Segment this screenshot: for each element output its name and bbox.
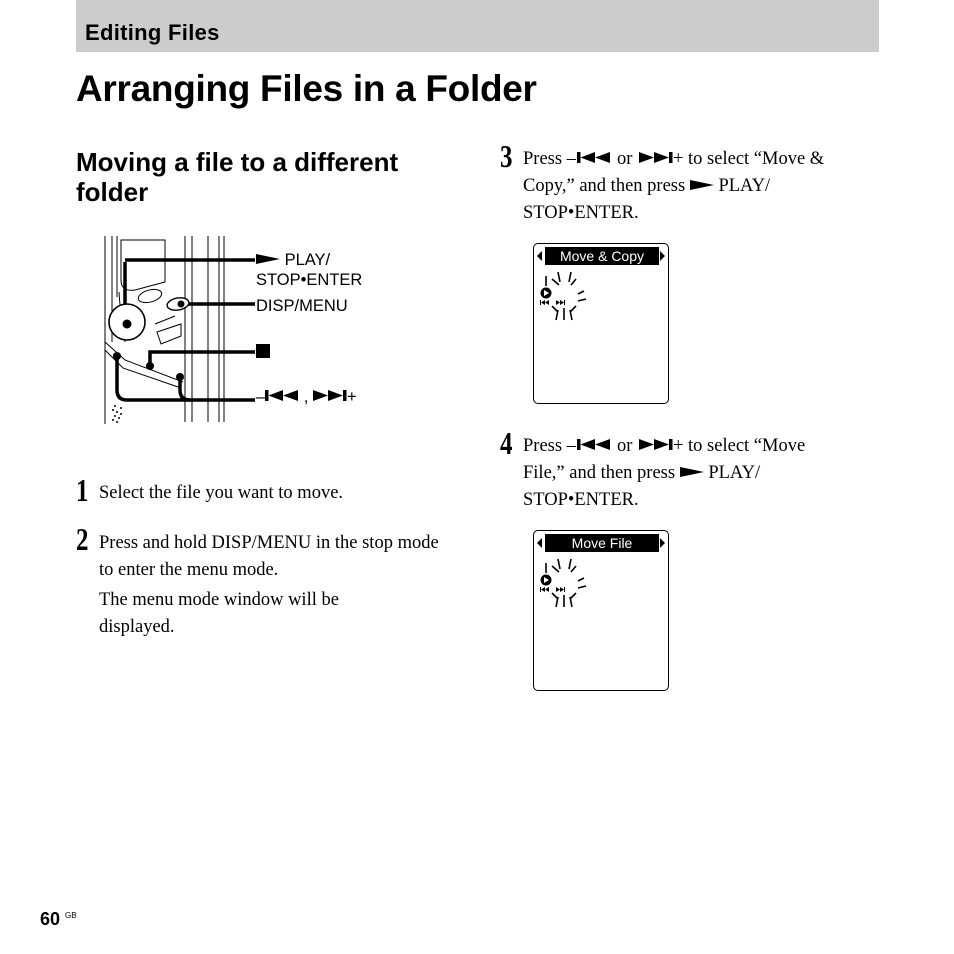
blinking-play-icon bbox=[534, 244, 670, 405]
callout-play-label: PLAY/ bbox=[284, 251, 331, 269]
subsection-title: Moving a file to a different folder bbox=[76, 147, 399, 207]
display-screen-move-copy bbox=[533, 243, 669, 404]
step-3-text bbox=[523, 146, 883, 227]
callout-stop-enter-label: STOP•ENTER bbox=[256, 271, 363, 289]
step-4-text bbox=[523, 433, 883, 514]
callout-disp-menu: DISP/MENU bbox=[256, 297, 348, 315]
skip-next-icon bbox=[639, 151, 673, 164]
step-3-then-press: Copy,” and then press bbox=[523, 176, 686, 196]
callout-play-stop-enter bbox=[256, 250, 362, 290]
step-2-note: The menu mode window will be displayed. bbox=[99, 590, 339, 637]
step-4-press: Press – bbox=[523, 436, 576, 456]
step-1-number: 1 bbox=[76, 472, 89, 508]
callout-skip-separator: , bbox=[303, 388, 309, 406]
step-3-select: + to select “Move & bbox=[672, 149, 825, 169]
step-4-then-press: File,” and then press bbox=[523, 463, 676, 483]
step-4-play: PLAY/ bbox=[708, 463, 761, 483]
step-4-stop-enter: STOP•ENTER. bbox=[523, 490, 639, 510]
step-1-text: Select the file you want to move. bbox=[99, 483, 344, 503]
skip-prev-icon bbox=[577, 438, 611, 451]
page-title: Arranging Files in a Folder bbox=[76, 68, 537, 109]
callout-skip-buttons bbox=[256, 387, 357, 407]
callout-skip-prev-dash: – bbox=[256, 388, 266, 406]
skip-next-icon bbox=[639, 438, 673, 451]
step-3-stop-enter: STOP•ENTER. bbox=[523, 203, 639, 223]
step-3-play: PLAY/ bbox=[718, 176, 771, 196]
step-3-press: Press – bbox=[523, 149, 576, 169]
section-title: Editing Files bbox=[85, 20, 220, 45]
step-4-or: or bbox=[616, 436, 633, 456]
page-number: 60 bbox=[40, 909, 61, 929]
step-4-number: 4 bbox=[500, 425, 513, 461]
screen-menu-label: Move & Copy bbox=[545, 247, 659, 265]
play-icon bbox=[690, 179, 714, 191]
skip-prev-icon bbox=[577, 151, 611, 164]
stop-icon bbox=[256, 344, 270, 358]
display-screen-move-file bbox=[533, 530, 669, 691]
screen-menu-label: Move File bbox=[545, 534, 659, 552]
step-2-number: 2 bbox=[76, 521, 89, 557]
step-2-text: Press and hold DISP/MENU in the stop mode to enter the menu mode. bbox=[99, 533, 439, 580]
step-3-or: or bbox=[616, 149, 633, 169]
blinking-play-icon bbox=[534, 531, 670, 692]
step-3-number: 3 bbox=[500, 138, 513, 174]
skip-next-icon bbox=[313, 389, 347, 402]
callout-skip-next-plus: + bbox=[346, 388, 357, 406]
step-4-select: + to select “Move bbox=[672, 436, 806, 456]
play-icon bbox=[256, 253, 280, 265]
device-illustration bbox=[95, 232, 265, 427]
play-icon bbox=[680, 466, 704, 478]
skip-prev-icon bbox=[265, 389, 299, 402]
page-region: GB bbox=[65, 911, 77, 920]
